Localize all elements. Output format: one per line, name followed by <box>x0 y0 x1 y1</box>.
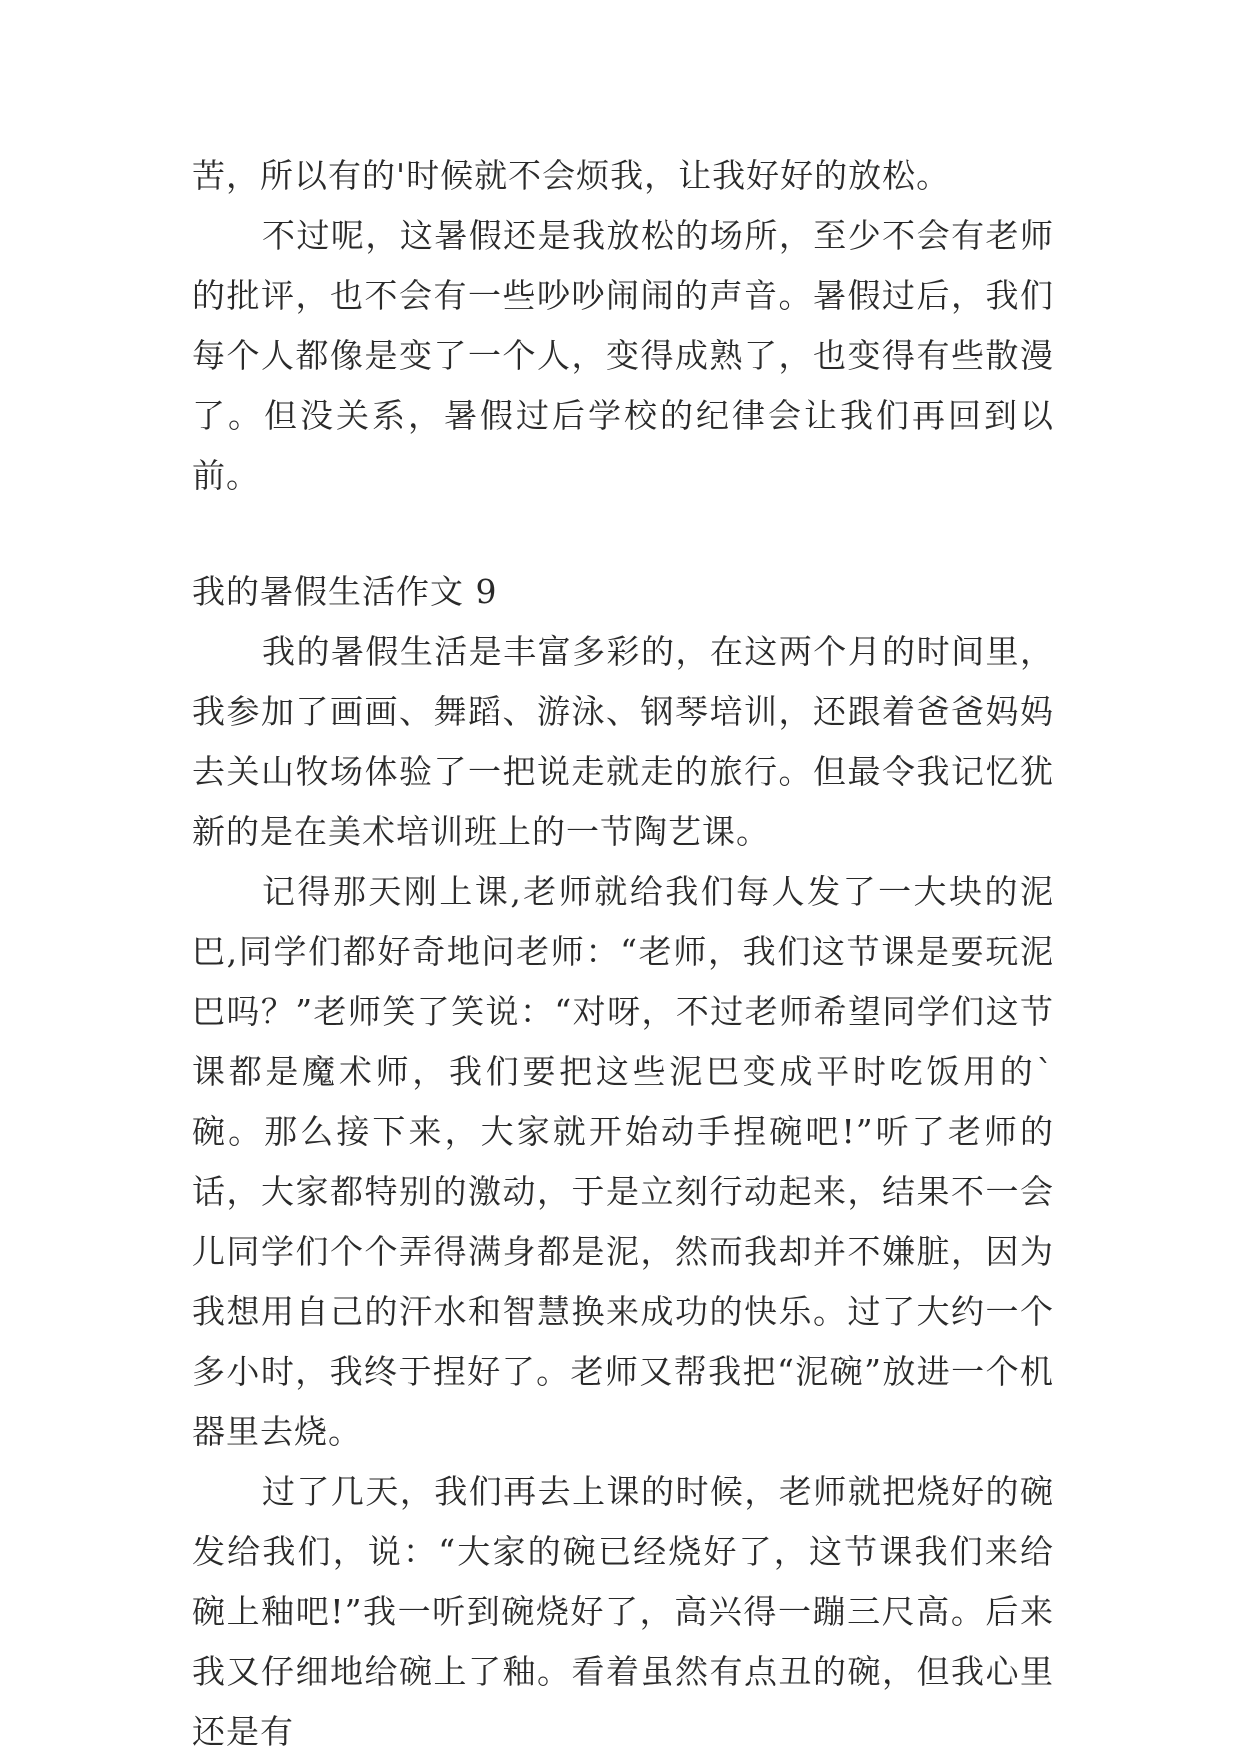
document-page <box>192 146 1054 1762</box>
paragraph: 记得那天刚上课,老师就给我们每人发了一大块的泥巴,同学们都好奇地问老师：“老师，我们这节课是要玩泥巴吗？”老师笑了笑说：“对呀，不过老师希望同学们这节课都是魔术师，我们要把这些泥巴变成平时吃饭用的`碗。那么接下来，大家就开始动手捏碗吧!”听了老师的话，大家都特别的激动，于是立刻行动起来，结果不一会儿同学们个个弄得满身都是泥，然而我却并不嫌脏，因为我想用自己的汗水和智慧换来成功的快乐。过了大约一个多小时，我终于捏好了。老师又帮我把“泥碗”放进一个机器里去烧。 <box>192 872 1054 1451</box>
paragraph: 苦，所以有的'时候就不会烦我，让我好好的放松。 <box>192 156 951 195</box>
paragraph: 过了几天，我们再去上课的时候，老师就把烧好的碗发给我们，说：“大家的碗已经烧好了，这节课我们来给碗上釉吧!”我一听到碗烧好了，高兴得一蹦三尺高。后来我又仔细地给碗上了釉。看着虽然有点丑的碗，但我心里还是有 <box>192 1472 1054 1751</box>
essay-heading: 我的暑假生活作文 9 <box>192 572 498 611</box>
paragraph: 不过呢，这暑假还是我放松的场所，至少不会有老师的批评，也不会有一些吵吵闹闹的声音。暑假过后，我们每个人都像是变了一个人，变得成熟了，也变得有些散漫了。但没关系，暑假过后学校的纪律会让我们再回到以前。 <box>192 216 1054 495</box>
paragraph: 我的暑假生活是丰富多彩的，在这两个月的时间里，我参加了画画、舞蹈、游泳、钢琴培训，还跟着爸爸妈妈去关山牧场体验了一把说走就走的旅行。但最令我记忆犹新的是在美术培训班上的一节陶艺课。 <box>192 632 1054 851</box>
